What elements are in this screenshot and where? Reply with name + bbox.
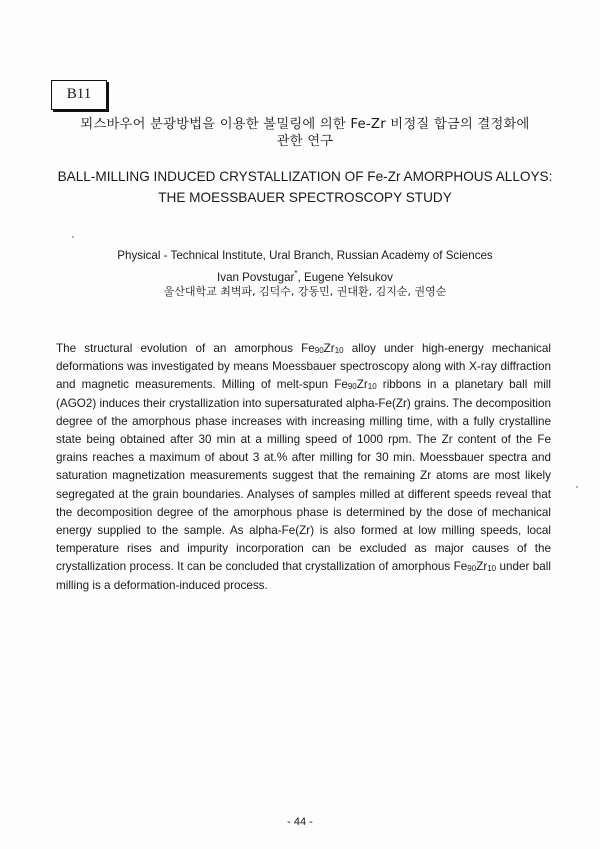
english-title-line-1: BALL-MILLING INDUCED CRYSTALLIZATION OF Fe-Zr AMORPHOUS ALLOYS: <box>57 169 553 184</box>
korean-author-list: 울산대학교 최벽파, 김덕수, 강동민, 권대환, 김지순, 권영순 <box>163 285 447 298</box>
abstract-code: B11 <box>66 86 92 102</box>
korean-title-line-1: 뫼스바우어 분광방법을 이용한 볼밀링에 의한 Fe-Zr 비정질 합금의 결정화에 <box>80 117 530 132</box>
author-name: Eugene Yelsukov <box>303 270 393 284</box>
page-number: - 44 - <box>287 816 313 828</box>
english-title <box>40 166 570 208</box>
korean-title-line-2: 관한 연구 <box>276 134 334 149</box>
chemical-formula: $Fe_{90}Zr_{10}$ <box>334 378 377 392</box>
author-name: Ivan Povstugar <box>217 270 295 284</box>
author-list <box>40 266 570 286</box>
corresponding-mark: * <box>294 269 298 278</box>
abstract-code-box <box>51 80 107 110</box>
abstract-body <box>56 340 551 595</box>
scan-speck <box>72 236 74 238</box>
affiliation: Physical - Technical Institute, Ural Branch, Russian Academy of Sciences <box>117 249 493 262</box>
english-title-line-2: THE MOESSBAUER SPECTROSCOPY STUDY <box>158 190 452 205</box>
scan-speck <box>576 486 578 488</box>
chemical-formula: $Fe_{90}Zr_{10}$ <box>301 342 344 355</box>
korean-title <box>40 116 570 150</box>
author-separator: , <box>297 270 304 284</box>
abstract-text: under ball milling is a deformation-induced process. <box>56 560 551 592</box>
abstract-text: The structural evolution of an amorphous <box>56 342 302 355</box>
abstract-text: alloy under high-energy mechanical deformations was investigated by means Moessbauer spectroscopy along with X-ray diffraction and magnetic measurements. Milling of melt-spun <box>56 342 551 392</box>
abstract-text: ribbons in a planetary ball mill (AGO2) induces their crystallization into supersaturated alpha-Fe(Zr) grains. The decomposition degree of the amorphous phase increases with increasing milling time, with a fully crystalline state being obtained after 30 min at a milling speed of 1000 rpm. The Zr content of the Fe grains reaches a maximum of about 3 at.% after milling for 30 min. Moessbauer spectra and saturation magnetization measurements suggest that the remaining Zr atoms are most likely segregated at the grain boundaries. Analyses of samples milled at different speeds reveal that the decomposition degree of the amorphous phase is determined by the dose of mechanical energy supplied to the sample. As alpha-Fe(Zr) is also formed at low milling speeds, local temperature rises and impurity incorporation can be excluded as major causes of the crystallization process. It can be concluded that crystallization of amorphous <box>56 378 551 574</box>
chemical-formula: $Fe_{90}Zr_{10}$ <box>453 560 497 574</box>
